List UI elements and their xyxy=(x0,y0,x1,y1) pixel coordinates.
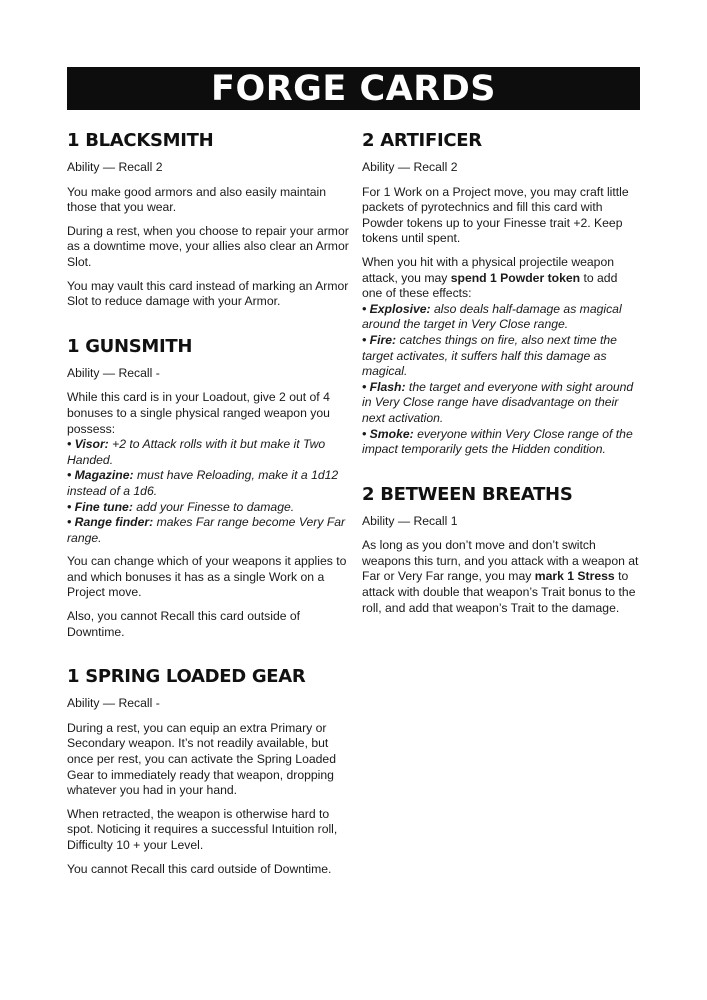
effect-list xyxy=(362,255,640,458)
card-gunsmith xyxy=(67,336,349,641)
left-column xyxy=(67,130,349,903)
list-item xyxy=(67,437,349,468)
card-title: 2 ARTIFICER xyxy=(362,130,482,151)
bullet-text: must have Reloading, make it a 1d12 instead of a 1d6. xyxy=(67,468,339,498)
card-artificer xyxy=(362,130,640,458)
text-span: to attack with double that weapon’s Trait bonus to the roll, and add that weapon’s Trait to the damage. xyxy=(362,569,636,615)
list-item xyxy=(362,380,640,427)
card-text xyxy=(362,538,640,616)
list-item xyxy=(67,500,349,516)
list-item xyxy=(362,427,640,458)
card-text: When retracted, the weapon is otherwise hard to spot. Noticing it requires a successful Intuition roll, Difficulty 10 + your Level. xyxy=(67,806,338,852)
bullet-term: • Explosive: xyxy=(362,301,431,316)
bullet-term: • Fire: xyxy=(362,332,397,347)
bullet-text: catches things on fire, also next time the target activates, it suffers half this damage as magical. xyxy=(362,332,617,379)
right-column xyxy=(362,130,640,642)
card-ability: Ability — Recall - xyxy=(67,696,160,711)
card-title: 1 BLACKSMITH xyxy=(67,130,214,151)
card-text xyxy=(362,255,640,302)
card-ability: Ability — Recall 2 xyxy=(362,160,458,174)
card-text: While this card is in your Loadout, give 2 out of 4 bonuses to a single physical ranged weapon you possess: xyxy=(67,390,330,436)
bullet-term: • Smoke: xyxy=(362,426,414,441)
bullet-term: • Range finder: xyxy=(67,515,154,530)
card-text: During a rest, you can equip an extra Primary or Secondary weapon. It’s not readily available, but once per rest, you can activate the Spring Loaded Gear to immediately ready that weapon, dropping whatever you had in your hand. xyxy=(67,720,336,798)
card-text: You cannot Recall this card outside of Downtime. xyxy=(67,861,332,876)
bullet-text: makes Far range become Very Far range. xyxy=(67,515,346,545)
bullet-term: • Visor: xyxy=(67,437,109,452)
card-title: 1 GUNSMITH xyxy=(67,335,193,357)
text-span: When you hit with a physical projectile weapon attack, you may xyxy=(362,254,615,285)
list-item xyxy=(67,468,349,499)
bold-text: mark 1 Stress xyxy=(534,569,615,584)
card-blacksmith xyxy=(67,130,349,310)
list-item xyxy=(362,333,640,380)
card-ability: Ability — Recall 2 xyxy=(67,160,163,174)
list-item xyxy=(362,302,640,333)
bonus-list xyxy=(67,390,349,546)
bullet-text: also deals half-damage as magical around the target in Very Close range. xyxy=(362,301,622,332)
list-item xyxy=(67,515,349,546)
card-title: 1 SPRING LOADED GEAR xyxy=(67,666,306,688)
card-ability: Ability — Recall 1 xyxy=(362,513,458,528)
card-text: Also, you cannot Recall this card outside of Downtime. xyxy=(67,609,301,639)
card-text: During a rest, when you choose to repair your armor as a downtime move, your allies also clear an Armor Slot. xyxy=(67,223,349,269)
card-text: You make good armors and also easily maintain those that you wear. xyxy=(67,184,327,215)
bullet-term: • Magazine: xyxy=(67,468,134,483)
bullet-text: +2 to Attack rolls with it but make it Two Handed. xyxy=(67,437,326,467)
page-title: FORGE CARDS xyxy=(67,67,640,110)
bullet-term: • Fine tune: xyxy=(67,499,133,514)
bold-text: spend 1 Powder token xyxy=(450,270,581,285)
card-ability: Ability — Recall - xyxy=(67,365,160,380)
card-text: You may vault this card instead of marking an Armor Slot to reduce damage with your Armor. xyxy=(67,278,349,309)
card-spring-loaded-gear xyxy=(67,666,349,877)
bullet-text: the target and everyone with sight around in Very Close range have disadvantage on their next activation. xyxy=(362,379,634,425)
text-span: As long as you don’t move and don’t switch weapons this turn, and you attack with a weapon at Far or Very Far range, you may xyxy=(362,538,639,584)
bullet-term: • Flash: xyxy=(362,379,406,394)
card-text: You can change which of your weapons it applies to and which bonuses it has as a single Work on a Project move. xyxy=(67,554,347,600)
text-span: to add one of these effects: xyxy=(362,270,618,301)
card-text: For 1 Work on a Project move, you may craft little packets of pyrotechnics and fill this card with Powder tokens up to your Finesse trait +2. Keep tokens until spent. xyxy=(362,184,629,246)
bullet-text: add your Finesse to damage. xyxy=(132,499,295,514)
card-between-breaths xyxy=(362,484,640,617)
bullet-text: everyone within Very Close range of the impact temporarily gets the Hidden condition. xyxy=(362,426,633,457)
card-title: 2 BETWEEN BREATHS xyxy=(362,483,573,505)
